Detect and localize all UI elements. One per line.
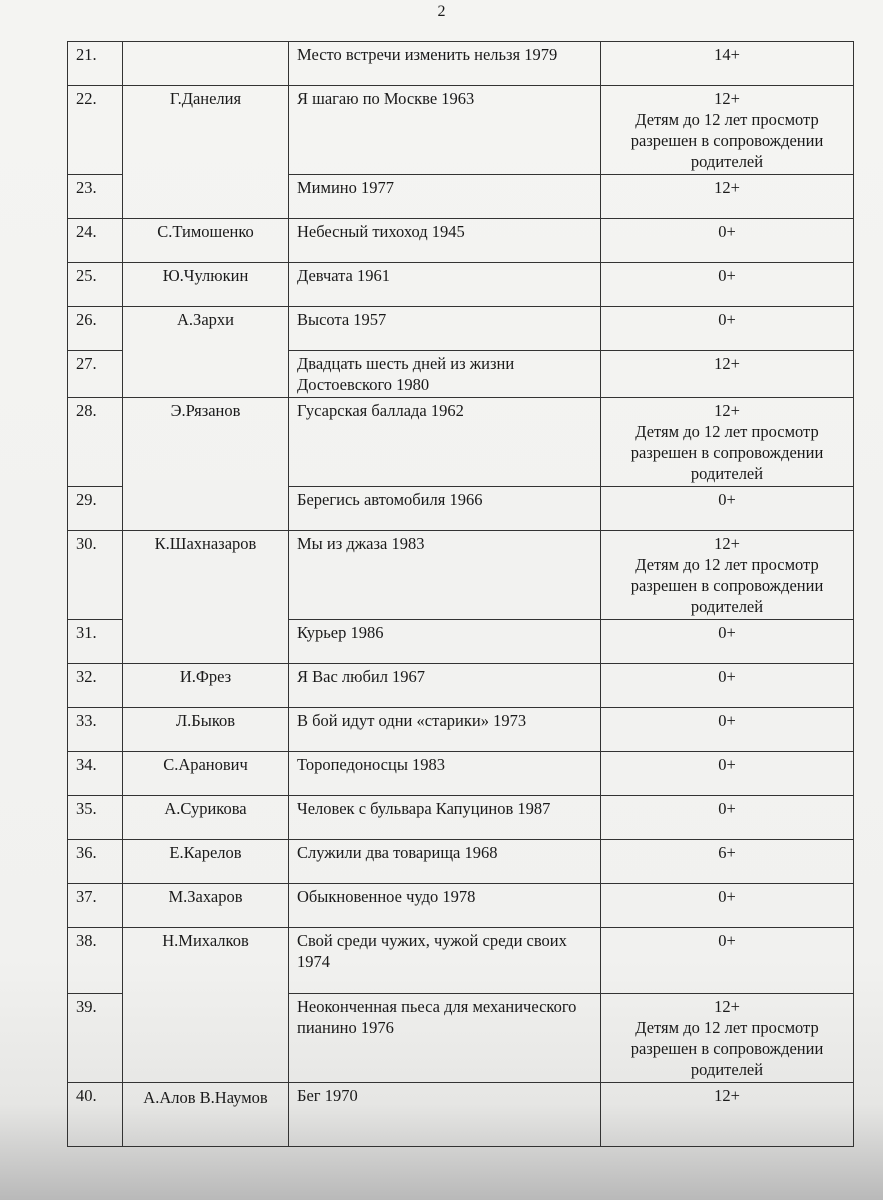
film-title: Курьер 1986: [289, 620, 601, 664]
row-number: 25.: [68, 263, 123, 307]
age-rating: 0+: [601, 219, 854, 263]
table-row: [68, 928, 854, 994]
table-row: [68, 1083, 854, 1147]
film-title: Неоконченная пьеса для механического пианино 1976: [289, 994, 601, 1083]
age-rating: 12+: [601, 351, 854, 398]
director-cell: Н.Михалков: [123, 928, 289, 1083]
table-row: [68, 840, 854, 884]
film-title: Гусарская баллада 1962: [289, 398, 601, 487]
director-cell: А.Сурикова: [123, 796, 289, 840]
table-row: [68, 219, 854, 263]
table-row: [68, 263, 854, 307]
age-rating: 0+: [601, 263, 854, 307]
rating-value: 12+: [714, 401, 740, 420]
row-number: 29.: [68, 487, 123, 531]
row-number: 32.: [68, 664, 123, 708]
row-number: 36.: [68, 840, 123, 884]
row-number: 24.: [68, 219, 123, 263]
age-rating: [601, 994, 854, 1083]
age-rating: 0+: [601, 487, 854, 531]
rating-value: 12+: [714, 89, 740, 108]
film-title: Бег 1970: [289, 1083, 601, 1147]
director-cell: А.Зархи: [123, 307, 289, 398]
age-rating: [601, 531, 854, 620]
film-title: Высота 1957: [289, 307, 601, 351]
row-number: 30.: [68, 531, 123, 620]
rating-note: Детям до 12 лет просмотр разрешен в сопровождении родителей: [630, 422, 824, 483]
film-title: В бой идут одни «старики» 1973: [289, 708, 601, 752]
table-row: [68, 796, 854, 840]
director-cell: Ю.Чулюкин: [123, 263, 289, 307]
rating-value: 12+: [714, 534, 740, 553]
director-cell: А.Алов В.Наумов: [123, 1083, 289, 1147]
age-rating: 14+: [601, 42, 854, 86]
age-rating: 12+: [601, 1083, 854, 1147]
row-number: 27.: [68, 351, 123, 398]
age-rating: 0+: [601, 796, 854, 840]
row-number: 22.: [68, 86, 123, 175]
director-cell: С.Аранович: [123, 752, 289, 796]
table-row: [68, 398, 854, 487]
row-number: 21.: [68, 42, 123, 86]
row-number: 26.: [68, 307, 123, 351]
page-number: 2: [437, 3, 446, 20]
film-schedule-table: [67, 41, 854, 1147]
age-rating: 0+: [601, 928, 854, 994]
age-rating: 0+: [601, 884, 854, 928]
film-title: Свой среди чужих, чужой среди своих 1974: [289, 928, 601, 994]
film-title: Небесный тихоход 1945: [289, 219, 601, 263]
row-number: 33.: [68, 708, 123, 752]
film-title: Торопедоносцы 1983: [289, 752, 601, 796]
age-rating: 12+: [601, 175, 854, 219]
director-cell: К.Шахназаров: [123, 531, 289, 664]
row-number: 39.: [68, 994, 123, 1083]
rating-value: 12+: [714, 997, 740, 1016]
rating-note: Детям до 12 лет просмотр разрешен в сопровождении родителей: [630, 1018, 824, 1079]
row-number: 34.: [68, 752, 123, 796]
row-number: 31.: [68, 620, 123, 664]
age-rating: 0+: [601, 307, 854, 351]
film-title: Мы из джаза 1983: [289, 531, 601, 620]
film-title: Я Вас любил 1967: [289, 664, 601, 708]
age-rating: [601, 86, 854, 175]
age-rating: 6+: [601, 840, 854, 884]
row-number: 38.: [68, 928, 123, 994]
age-rating: 0+: [601, 752, 854, 796]
director-cell: Г.Данелия: [123, 86, 289, 219]
film-title: Девчата 1961: [289, 263, 601, 307]
film-title: Место встречи изменить нельзя 1979: [289, 42, 601, 86]
table-row: [68, 884, 854, 928]
table-row: [68, 42, 854, 86]
director-cell: И.Фрез: [123, 664, 289, 708]
rating-note: Детям до 12 лет просмотр разрешен в сопровождении родителей: [630, 110, 824, 171]
director-cell: Е.Карелов: [123, 840, 289, 884]
film-title: Человек с бульвара Капуцинов 1987: [289, 796, 601, 840]
row-number: 35.: [68, 796, 123, 840]
director-cell: С.Тимошенко: [123, 219, 289, 263]
film-title: Мимино 1977: [289, 175, 601, 219]
table-row: [68, 531, 854, 620]
age-rating: [601, 398, 854, 487]
director-cell: [123, 42, 289, 86]
age-rating: 0+: [601, 708, 854, 752]
table-row: [68, 86, 854, 175]
film-title: Служили два товарища 1968: [289, 840, 601, 884]
director-cell: Э.Рязанов: [123, 398, 289, 531]
row-number: 28.: [68, 398, 123, 487]
age-rating: 0+: [601, 620, 854, 664]
row-number: 37.: [68, 884, 123, 928]
age-rating: 0+: [601, 664, 854, 708]
director-cell: Л.Быков: [123, 708, 289, 752]
row-number: 40.: [68, 1083, 123, 1147]
film-title: Обыкновенное чудо 1978: [289, 884, 601, 928]
table-row: [68, 307, 854, 351]
table-row: [68, 708, 854, 752]
table-row: [68, 752, 854, 796]
rating-note: Детям до 12 лет просмотр разрешен в сопровождении родителей: [630, 555, 824, 616]
film-title: Двадцать шесть дней из жизни Достоевского 1980: [289, 351, 601, 398]
table-row: [68, 664, 854, 708]
director-cell: М.Захаров: [123, 884, 289, 928]
row-number: 23.: [68, 175, 123, 219]
film-title: Берегись автомобиля 1966: [289, 487, 601, 531]
film-title: Я шагаю по Москве 1963: [289, 86, 601, 175]
